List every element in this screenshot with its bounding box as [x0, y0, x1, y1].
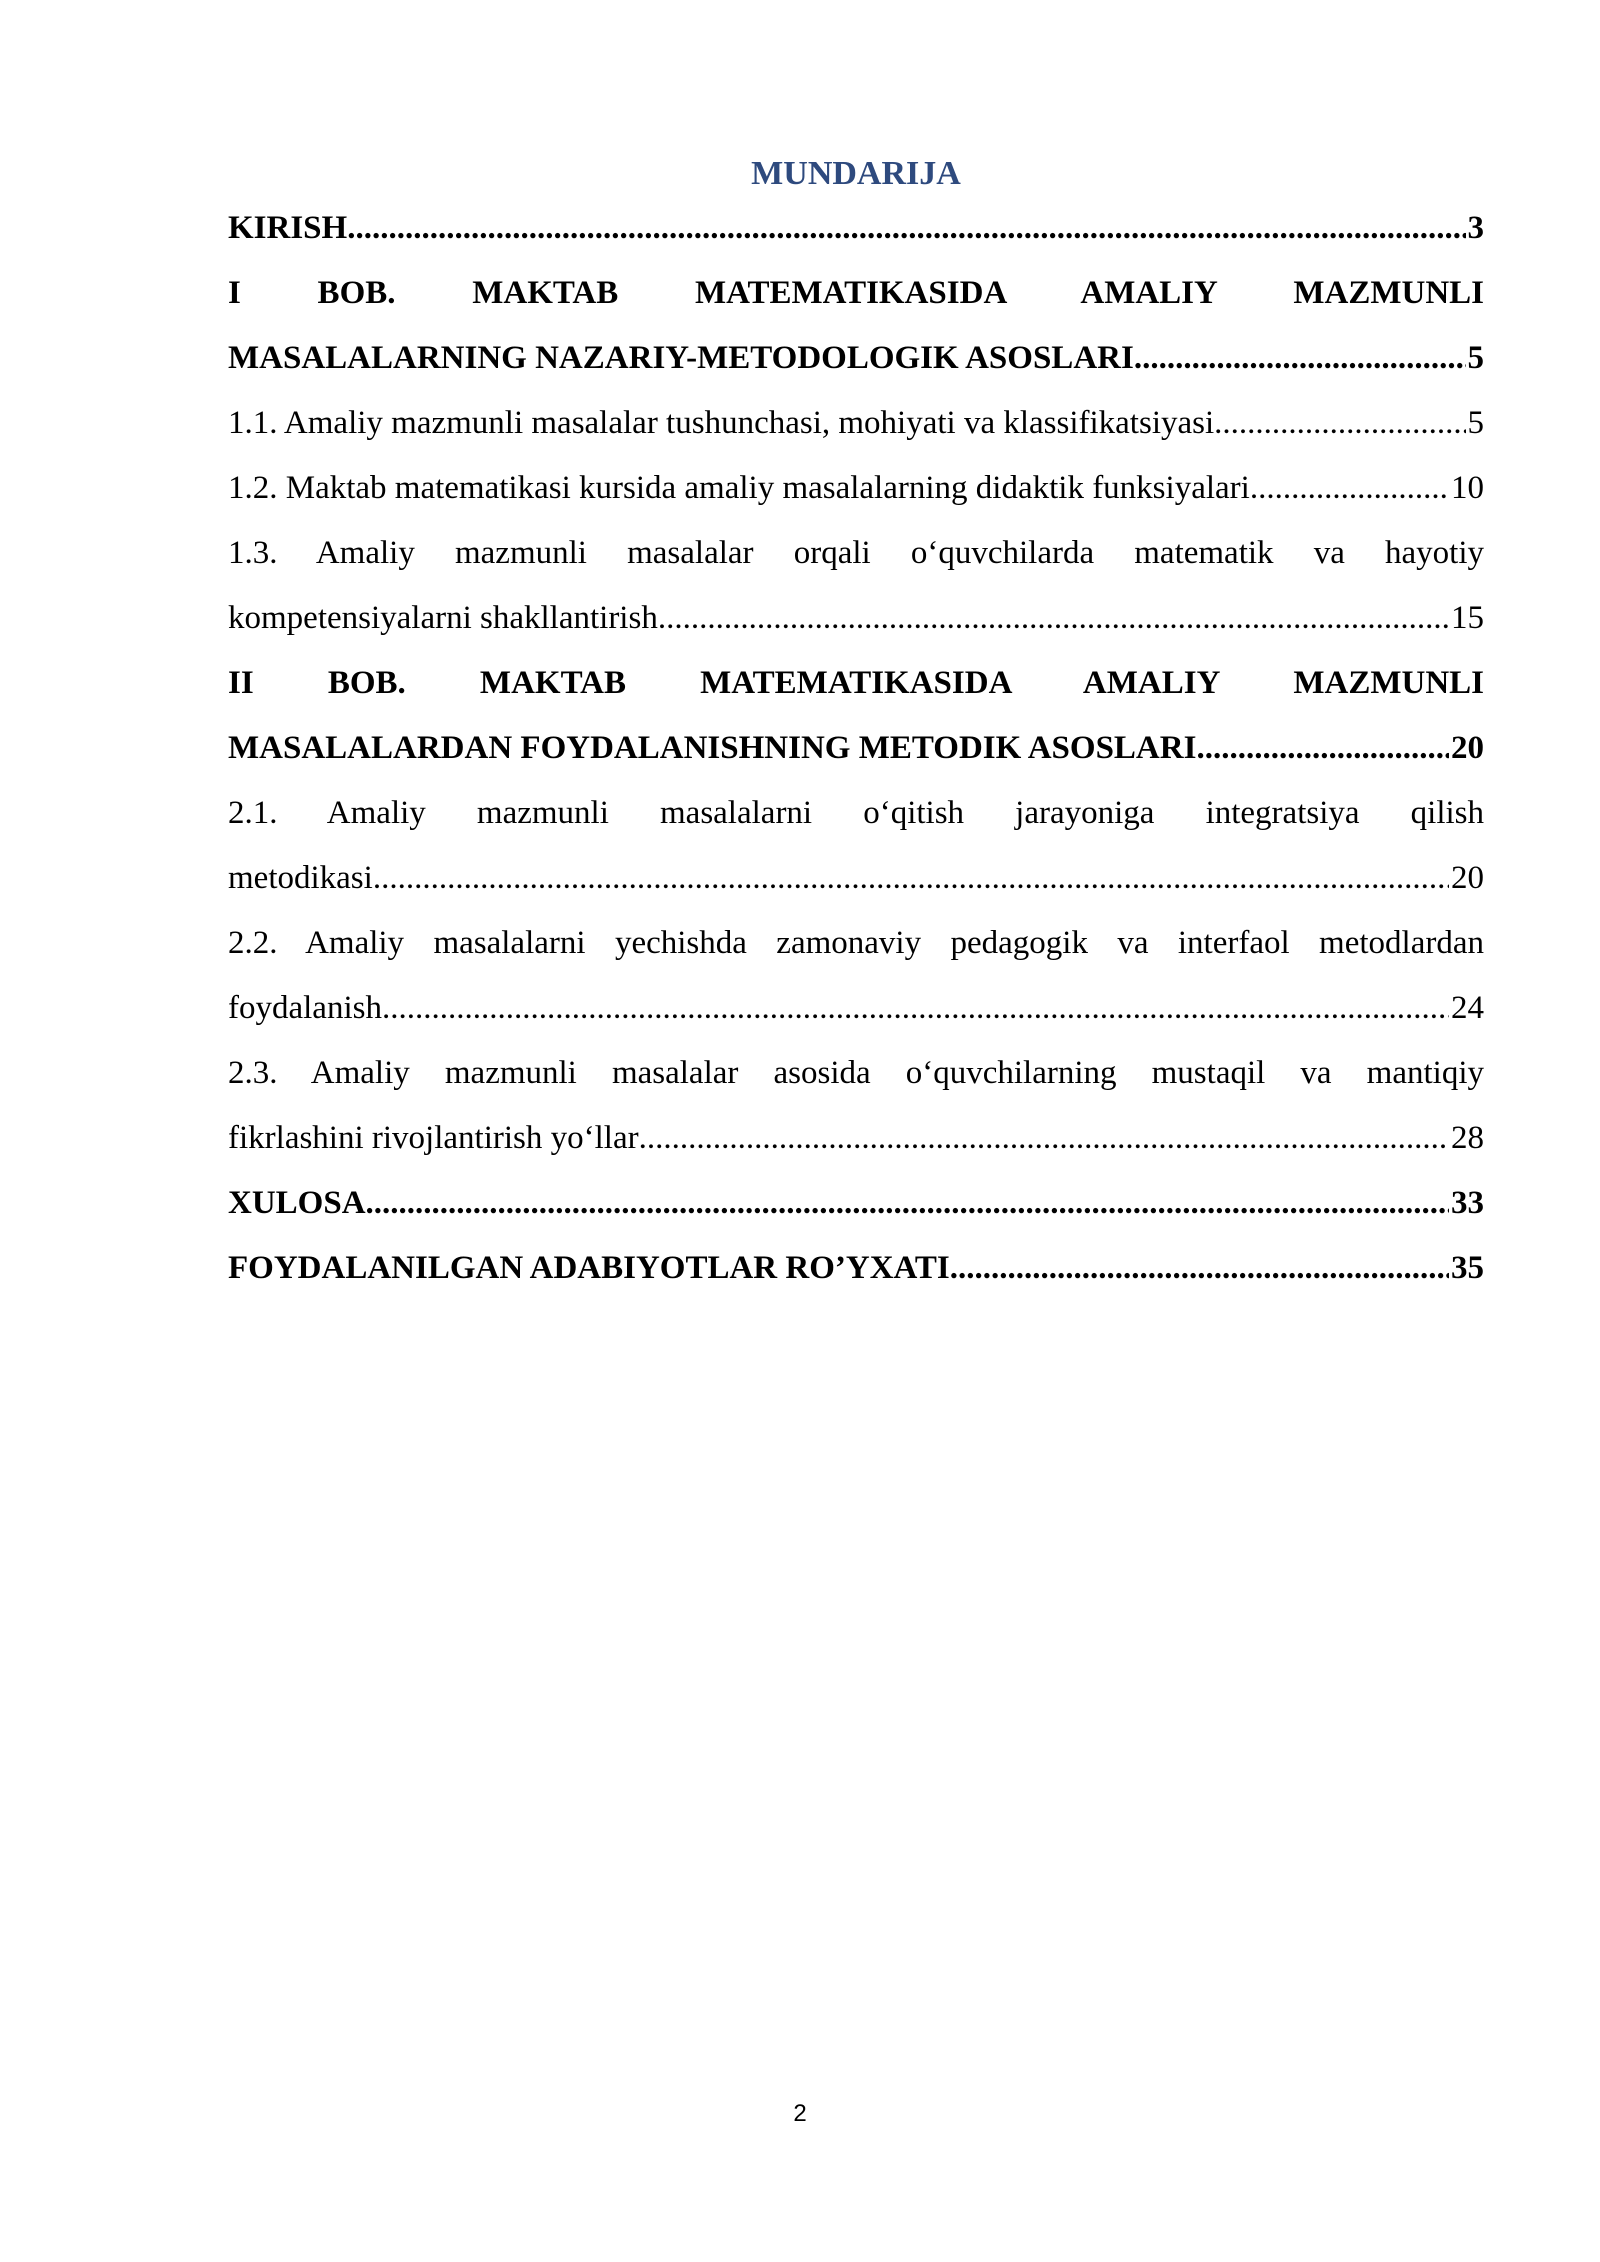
toc-page-number: 35: [1451, 1250, 1484, 1286]
table-of-contents: [228, 196, 1484, 1301]
toc-entry-references[interactable]: [228, 1236, 1484, 1301]
dot-leader: [347, 196, 1465, 261]
dot-leader: [382, 976, 1449, 1041]
toc-page-number: 28: [1451, 1120, 1484, 1156]
toc-entry-text: 2.3. Amaliy mazmunli masalalar asosida o‘quvchilarning mustaqil va mantiqiy: [228, 1055, 1484, 1091]
dot-leader: [658, 586, 1449, 651]
page-number: 2: [793, 2100, 807, 2127]
toc-entry-text: 1.3. Amaliy mazmunli masalalar orqali o‘quvchilarda matematik va hayotiy: [228, 535, 1484, 571]
toc-entry-section-1-3[interactable]: [228, 521, 1484, 651]
toc-page-number: 15: [1451, 600, 1484, 636]
toc-entry-text: 2.2. Amaliy masalalarni yechishda zamonaviy pedagogik va interfaol metodlardan: [228, 925, 1484, 961]
dot-leader: [639, 1106, 1449, 1171]
dot-leader: [1134, 326, 1466, 391]
dot-leader: [366, 1171, 1449, 1236]
toc-entry-text: II BOB. MAKTAB MATEMATIKASIDA AMALIY MAZMUNLI: [228, 665, 1484, 701]
toc-entry-text: 1.1. Amaliy mazmunli masalalar tushunchasi, mohiyati va klassifikatsiyasi: [228, 405, 1215, 441]
dot-leader: [1196, 716, 1449, 781]
dot-leader: [1250, 456, 1449, 521]
toc-page-number: 10: [1451, 470, 1484, 506]
toc-entry-section-2-1[interactable]: [228, 781, 1484, 911]
toc-page-number: 24: [1451, 990, 1484, 1026]
toc-entry-text: MASALALARNING NAZARIY-METODOLOGIK ASOSLARI: [228, 340, 1134, 376]
toc-entry-text: foydalanish: [228, 990, 382, 1026]
toc-title: MUNDARIJA: [751, 155, 961, 192]
dot-leader: [950, 1236, 1449, 1301]
toc-entry-text: fikrlashini rivojlantirish yo‘llar: [228, 1120, 639, 1156]
toc-entry-chapter-2[interactable]: [228, 651, 1484, 781]
toc-page-number: 5: [1467, 340, 1484, 376]
toc-entry-text: 1.2. Maktab matematikasi kursida amaliy masalalarning didaktik funksiyalari: [228, 470, 1250, 506]
toc-entry-text: XULOSA: [228, 1185, 366, 1221]
toc-page-number: 20: [1451, 730, 1484, 766]
toc-entry-section-2-2[interactable]: [228, 911, 1484, 1041]
toc-entry-section-2-3[interactable]: [228, 1041, 1484, 1171]
toc-entry-text: KIRISH: [228, 210, 348, 246]
dot-leader: [1214, 391, 1465, 456]
toc-entry-text: kompetensiyalarni shakllantirish: [228, 600, 658, 636]
toc-entry-text: metodikasi: [228, 860, 373, 896]
toc-entry-chapter-1[interactable]: [228, 261, 1484, 391]
toc-entry-text: FOYDALANILGAN ADABIYOTLAR RO’YXATI: [228, 1250, 950, 1286]
toc-entry-xulosa[interactable]: [228, 1171, 1484, 1236]
toc-entry-text: 2.1. Amaliy mazmunli masalalarni o‘qitish jarayoniga integratsiya qilish: [228, 795, 1484, 831]
toc-entry-kirish[interactable]: [228, 196, 1484, 261]
dot-leader: [373, 846, 1449, 911]
toc-entry-text: MASALALARDAN FOYDALANISHNING METODIK ASOSLARI: [228, 730, 1197, 766]
toc-page-number: 33: [1451, 1185, 1484, 1221]
toc-page-number: 5: [1467, 405, 1484, 441]
toc-page-number: 20: [1451, 860, 1484, 896]
toc-entry-section-1-2[interactable]: [228, 456, 1484, 521]
toc-entry-section-1-1[interactable]: [228, 391, 1484, 456]
toc-entry-text: I BOB. MAKTAB MATEMATIKASIDA AMALIY MAZMUNLI: [228, 275, 1484, 311]
toc-page-number: 3: [1467, 210, 1484, 246]
